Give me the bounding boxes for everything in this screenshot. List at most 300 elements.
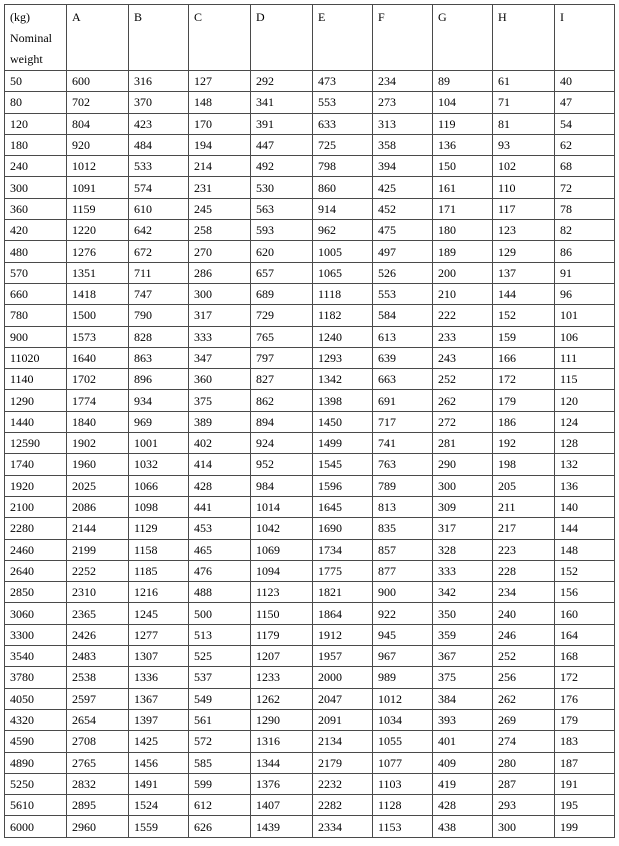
table-row <box>5 326 615 347</box>
cell-nominal-weight: 3780 <box>5 667 67 688</box>
cell-a: 1220 <box>67 220 129 241</box>
cell-g: 375 <box>433 667 493 688</box>
cell-h: 228 <box>493 560 555 581</box>
cell-c: 270 <box>189 241 251 262</box>
cell-c: 360 <box>189 369 251 390</box>
cell-a: 1091 <box>67 177 129 198</box>
cell-f: 1103 <box>373 773 433 794</box>
cell-b: 484 <box>129 134 189 155</box>
cell-h: 110 <box>493 177 555 198</box>
table-row <box>5 475 615 496</box>
cell-h: 198 <box>493 454 555 475</box>
cell-a: 1573 <box>67 326 129 347</box>
cell-f: 584 <box>373 305 433 326</box>
cell-f: 922 <box>373 603 433 624</box>
cell-b: 747 <box>129 283 189 304</box>
cell-d: 492 <box>251 156 313 177</box>
header-row <box>5 5 615 71</box>
cell-nominal-weight: 180 <box>5 134 67 155</box>
cell-c: 214 <box>189 156 251 177</box>
header-col-f: F <box>373 5 433 71</box>
cell-nominal-weight: 480 <box>5 241 67 262</box>
cell-g: 333 <box>433 560 493 581</box>
cell-i: 191 <box>555 773 615 794</box>
cell-g: 409 <box>433 752 493 773</box>
cell-nominal-weight: 3300 <box>5 624 67 645</box>
cell-b: 1277 <box>129 624 189 645</box>
cell-d: 563 <box>251 198 313 219</box>
cell-i: 40 <box>555 71 615 92</box>
cell-c: 148 <box>189 92 251 113</box>
cell-a: 702 <box>67 92 129 113</box>
cell-b: 711 <box>129 262 189 283</box>
table-row <box>5 305 615 326</box>
cell-e: 1864 <box>313 603 373 624</box>
cell-nominal-weight: 3060 <box>5 603 67 624</box>
cell-c: 465 <box>189 539 251 560</box>
cell-i: 168 <box>555 646 615 667</box>
cell-a: 2426 <box>67 624 129 645</box>
cell-b: 1001 <box>129 433 189 454</box>
cell-d: 1439 <box>251 816 313 837</box>
table-row <box>5 795 615 816</box>
cell-d: 827 <box>251 369 313 390</box>
cell-i: 164 <box>555 624 615 645</box>
cell-a: 1159 <box>67 198 129 219</box>
cell-f: 717 <box>373 411 433 432</box>
cell-c: 428 <box>189 475 251 496</box>
table-row <box>5 283 615 304</box>
cell-nominal-weight: 11020 <box>5 347 67 368</box>
cell-f: 663 <box>373 369 433 390</box>
cell-g: 317 <box>433 518 493 539</box>
cell-i: 176 <box>555 688 615 709</box>
table-row <box>5 773 615 794</box>
cell-e: 1118 <box>313 283 373 304</box>
cell-i: 82 <box>555 220 615 241</box>
cell-b: 642 <box>129 220 189 241</box>
cell-f: 394 <box>373 156 433 177</box>
cell-g: 419 <box>433 773 493 794</box>
header-col-h: H <box>493 5 555 71</box>
cell-d: 1150 <box>251 603 313 624</box>
cell-i: 136 <box>555 475 615 496</box>
header-nominal-weight <box>5 5 67 71</box>
table-row <box>5 347 615 368</box>
weight-table <box>4 4 615 838</box>
cell-f: 945 <box>373 624 433 645</box>
cell-h: 172 <box>493 369 555 390</box>
cell-nominal-weight: 2100 <box>5 496 67 517</box>
table-row <box>5 390 615 411</box>
table-row <box>5 92 615 113</box>
cell-d: 1069 <box>251 539 313 560</box>
cell-i: 195 <box>555 795 615 816</box>
cell-i: 199 <box>555 816 615 837</box>
cell-d: 765 <box>251 326 313 347</box>
cell-nominal-weight: 660 <box>5 283 67 304</box>
cell-e: 1182 <box>313 305 373 326</box>
cell-b: 1185 <box>129 560 189 581</box>
cell-b: 1158 <box>129 539 189 560</box>
cell-i: 106 <box>555 326 615 347</box>
cell-i: 68 <box>555 156 615 177</box>
cell-g: 89 <box>433 71 493 92</box>
cell-nominal-weight: 6000 <box>5 816 67 837</box>
cell-b: 896 <box>129 369 189 390</box>
table-row <box>5 816 615 837</box>
cell-c: 347 <box>189 347 251 368</box>
table-row <box>5 134 615 155</box>
cell-f: 234 <box>373 71 433 92</box>
cell-g: 189 <box>433 241 493 262</box>
cell-g: 171 <box>433 198 493 219</box>
cell-a: 2538 <box>67 667 129 688</box>
cell-a: 2597 <box>67 688 129 709</box>
table-row <box>5 688 615 709</box>
cell-c: 194 <box>189 134 251 155</box>
cell-f: 1012 <box>373 688 433 709</box>
cell-a: 2025 <box>67 475 129 496</box>
header-col-d: D <box>251 5 313 71</box>
cell-f: 835 <box>373 518 433 539</box>
cell-c: 626 <box>189 816 251 837</box>
cell-e: 1065 <box>313 262 373 283</box>
cell-f: 313 <box>373 113 433 134</box>
cell-c: 612 <box>189 795 251 816</box>
header-col-b: B <box>129 5 189 71</box>
cell-d: 729 <box>251 305 313 326</box>
cell-e: 1293 <box>313 347 373 368</box>
cell-i: 148 <box>555 539 615 560</box>
cell-nominal-weight: 1290 <box>5 390 67 411</box>
cell-f: 497 <box>373 241 433 262</box>
cell-nominal-weight: 5250 <box>5 773 67 794</box>
cell-a: 1902 <box>67 433 129 454</box>
cell-b: 790 <box>129 305 189 326</box>
header-unit: (kg) <box>10 10 30 24</box>
header-col-e: E <box>313 5 373 71</box>
cell-a: 1640 <box>67 347 129 368</box>
cell-e: 2000 <box>313 667 373 688</box>
cell-i: 144 <box>555 518 615 539</box>
cell-i: 96 <box>555 283 615 304</box>
cell-e: 1450 <box>313 411 373 432</box>
cell-a: 2832 <box>67 773 129 794</box>
cell-d: 924 <box>251 433 313 454</box>
cell-nominal-weight: 1920 <box>5 475 67 496</box>
cell-f: 763 <box>373 454 433 475</box>
cell-g: 438 <box>433 816 493 837</box>
cell-b: 1216 <box>129 582 189 603</box>
cell-g: 272 <box>433 411 493 432</box>
table-row <box>5 220 615 241</box>
cell-nominal-weight: 4320 <box>5 709 67 730</box>
cell-c: 572 <box>189 731 251 752</box>
cell-f: 1055 <box>373 731 433 752</box>
cell-d: 530 <box>251 177 313 198</box>
table-row <box>5 752 615 773</box>
cell-d: 1376 <box>251 773 313 794</box>
cell-i: 78 <box>555 198 615 219</box>
header-col-g: G <box>433 5 493 71</box>
cell-h: 256 <box>493 667 555 688</box>
cell-e: 1734 <box>313 539 373 560</box>
cell-i: 115 <box>555 369 615 390</box>
cell-e: 798 <box>313 156 373 177</box>
cell-c: 231 <box>189 177 251 198</box>
cell-d: 1042 <box>251 518 313 539</box>
cell-g: 161 <box>433 177 493 198</box>
cell-c: 500 <box>189 603 251 624</box>
cell-d: 1094 <box>251 560 313 581</box>
cell-d: 952 <box>251 454 313 475</box>
cell-g: 367 <box>433 646 493 667</box>
cell-b: 1367 <box>129 688 189 709</box>
cell-e: 473 <box>313 71 373 92</box>
cell-i: 179 <box>555 709 615 730</box>
cell-a: 1351 <box>67 262 129 283</box>
cell-b: 1397 <box>129 709 189 730</box>
cell-b: 1307 <box>129 646 189 667</box>
cell-a: 2252 <box>67 560 129 581</box>
cell-d: 689 <box>251 283 313 304</box>
cell-g: 328 <box>433 539 493 560</box>
cell-a: 1960 <box>67 454 129 475</box>
cell-c: 599 <box>189 773 251 794</box>
cell-g: 342 <box>433 582 493 603</box>
cell-a: 2765 <box>67 752 129 773</box>
cell-b: 610 <box>129 198 189 219</box>
cell-nominal-weight: 1440 <box>5 411 67 432</box>
cell-e: 2047 <box>313 688 373 709</box>
table-row <box>5 156 615 177</box>
cell-a: 2895 <box>67 795 129 816</box>
cell-d: 1179 <box>251 624 313 645</box>
cell-f: 475 <box>373 220 433 241</box>
cell-b: 863 <box>129 347 189 368</box>
cell-h: 166 <box>493 347 555 368</box>
cell-h: 252 <box>493 646 555 667</box>
cell-c: 375 <box>189 390 251 411</box>
cell-h: 117 <box>493 198 555 219</box>
cell-a: 2708 <box>67 731 129 752</box>
table-row <box>5 667 615 688</box>
cell-h: 246 <box>493 624 555 645</box>
table-row <box>5 560 615 581</box>
cell-b: 574 <box>129 177 189 198</box>
cell-c: 476 <box>189 560 251 581</box>
table-row <box>5 496 615 517</box>
cell-nominal-weight: 300 <box>5 177 67 198</box>
cell-c: 258 <box>189 220 251 241</box>
table-row <box>5 646 615 667</box>
cell-f: 967 <box>373 646 433 667</box>
cell-g: 252 <box>433 369 493 390</box>
cell-b: 316 <box>129 71 189 92</box>
table-row <box>5 411 615 432</box>
cell-g: 222 <box>433 305 493 326</box>
cell-a: 2483 <box>67 646 129 667</box>
cell-i: 120 <box>555 390 615 411</box>
cell-f: 452 <box>373 198 433 219</box>
cell-b: 828 <box>129 326 189 347</box>
cell-g: 243 <box>433 347 493 368</box>
cell-b: 969 <box>129 411 189 432</box>
cell-e: 2091 <box>313 709 373 730</box>
cell-e: 1957 <box>313 646 373 667</box>
cell-e: 1596 <box>313 475 373 496</box>
cell-g: 290 <box>433 454 493 475</box>
cell-f: 639 <box>373 347 433 368</box>
cell-a: 920 <box>67 134 129 155</box>
cell-d: 1407 <box>251 795 313 816</box>
cell-g: 281 <box>433 433 493 454</box>
table-row <box>5 539 615 560</box>
cell-c: 245 <box>189 198 251 219</box>
cell-e: 1545 <box>313 454 373 475</box>
cell-nominal-weight: 80 <box>5 92 67 113</box>
cell-d: 797 <box>251 347 313 368</box>
header-col-i: I <box>555 5 615 71</box>
cell-c: 170 <box>189 113 251 134</box>
cell-h: 234 <box>493 582 555 603</box>
cell-e: 2232 <box>313 773 373 794</box>
cell-a: 600 <box>67 71 129 92</box>
table-row <box>5 454 615 475</box>
cell-d: 657 <box>251 262 313 283</box>
cell-b: 533 <box>129 156 189 177</box>
cell-h: 217 <box>493 518 555 539</box>
cell-h: 144 <box>493 283 555 304</box>
cell-g: 309 <box>433 496 493 517</box>
cell-e: 1005 <box>313 241 373 262</box>
cell-c: 317 <box>189 305 251 326</box>
cell-g: 233 <box>433 326 493 347</box>
cell-a: 1418 <box>67 283 129 304</box>
cell-f: 526 <box>373 262 433 283</box>
cell-c: 389 <box>189 411 251 432</box>
cell-e: 725 <box>313 134 373 155</box>
cell-b: 1425 <box>129 731 189 752</box>
cell-f: 273 <box>373 92 433 113</box>
cell-c: 127 <box>189 71 251 92</box>
header-weight: weight <box>10 52 43 66</box>
cell-i: 140 <box>555 496 615 517</box>
cell-nominal-weight: 360 <box>5 198 67 219</box>
cell-h: 192 <box>493 433 555 454</box>
cell-c: 402 <box>189 433 251 454</box>
cell-d: 341 <box>251 92 313 113</box>
cell-c: 549 <box>189 688 251 709</box>
table-row <box>5 624 615 645</box>
cell-i: 86 <box>555 241 615 262</box>
cell-i: 152 <box>555 560 615 581</box>
table-row <box>5 113 615 134</box>
cell-a: 1774 <box>67 390 129 411</box>
cell-nominal-weight: 570 <box>5 262 67 283</box>
cell-i: 91 <box>555 262 615 283</box>
cell-e: 962 <box>313 220 373 241</box>
cell-h: 269 <box>493 709 555 730</box>
cell-e: 860 <box>313 177 373 198</box>
cell-i: 128 <box>555 433 615 454</box>
cell-b: 1524 <box>129 795 189 816</box>
cell-h: 262 <box>493 688 555 709</box>
cell-g: 119 <box>433 113 493 134</box>
cell-d: 1262 <box>251 688 313 709</box>
cell-f: 789 <box>373 475 433 496</box>
table-row <box>5 433 615 454</box>
cell-c: 537 <box>189 667 251 688</box>
cell-c: 453 <box>189 518 251 539</box>
table-row <box>5 198 615 219</box>
cell-nominal-weight: 2280 <box>5 518 67 539</box>
cell-nominal-weight: 3540 <box>5 646 67 667</box>
cell-g: 350 <box>433 603 493 624</box>
cell-d: 1344 <box>251 752 313 773</box>
cell-f: 813 <box>373 496 433 517</box>
cell-i: 101 <box>555 305 615 326</box>
cell-b: 934 <box>129 390 189 411</box>
cell-b: 1098 <box>129 496 189 517</box>
cell-g: 200 <box>433 262 493 283</box>
cell-e: 1821 <box>313 582 373 603</box>
table-row <box>5 603 615 624</box>
cell-nominal-weight: 900 <box>5 326 67 347</box>
cell-f: 900 <box>373 582 433 603</box>
cell-g: 393 <box>433 709 493 730</box>
cell-g: 262 <box>433 390 493 411</box>
cell-e: 633 <box>313 113 373 134</box>
cell-h: 152 <box>493 305 555 326</box>
cell-e: 2134 <box>313 731 373 752</box>
cell-g: 150 <box>433 156 493 177</box>
cell-f: 1128 <box>373 795 433 816</box>
cell-h: 287 <box>493 773 555 794</box>
cell-f: 358 <box>373 134 433 155</box>
cell-e: 1690 <box>313 518 373 539</box>
cell-f: 553 <box>373 283 433 304</box>
cell-g: 359 <box>433 624 493 645</box>
cell-b: 370 <box>129 92 189 113</box>
cell-nominal-weight: 2850 <box>5 582 67 603</box>
cell-h: 93 <box>493 134 555 155</box>
cell-h: 205 <box>493 475 555 496</box>
cell-b: 1129 <box>129 518 189 539</box>
cell-f: 1153 <box>373 816 433 837</box>
cell-b: 1032 <box>129 454 189 475</box>
cell-g: 401 <box>433 731 493 752</box>
cell-d: 1207 <box>251 646 313 667</box>
cell-c: 414 <box>189 454 251 475</box>
cell-c: 286 <box>189 262 251 283</box>
cell-i: 124 <box>555 411 615 432</box>
cell-f: 741 <box>373 433 433 454</box>
cell-e: 1499 <box>313 433 373 454</box>
cell-a: 1840 <box>67 411 129 432</box>
cell-c: 441 <box>189 496 251 517</box>
cell-nominal-weight: 4590 <box>5 731 67 752</box>
cell-g: 136 <box>433 134 493 155</box>
cell-nominal-weight: 4890 <box>5 752 67 773</box>
cell-a: 2144 <box>67 518 129 539</box>
cell-i: 172 <box>555 667 615 688</box>
table-row <box>5 262 615 283</box>
header-col-a: A <box>67 5 129 71</box>
cell-f: 1077 <box>373 752 433 773</box>
table-row <box>5 71 615 92</box>
